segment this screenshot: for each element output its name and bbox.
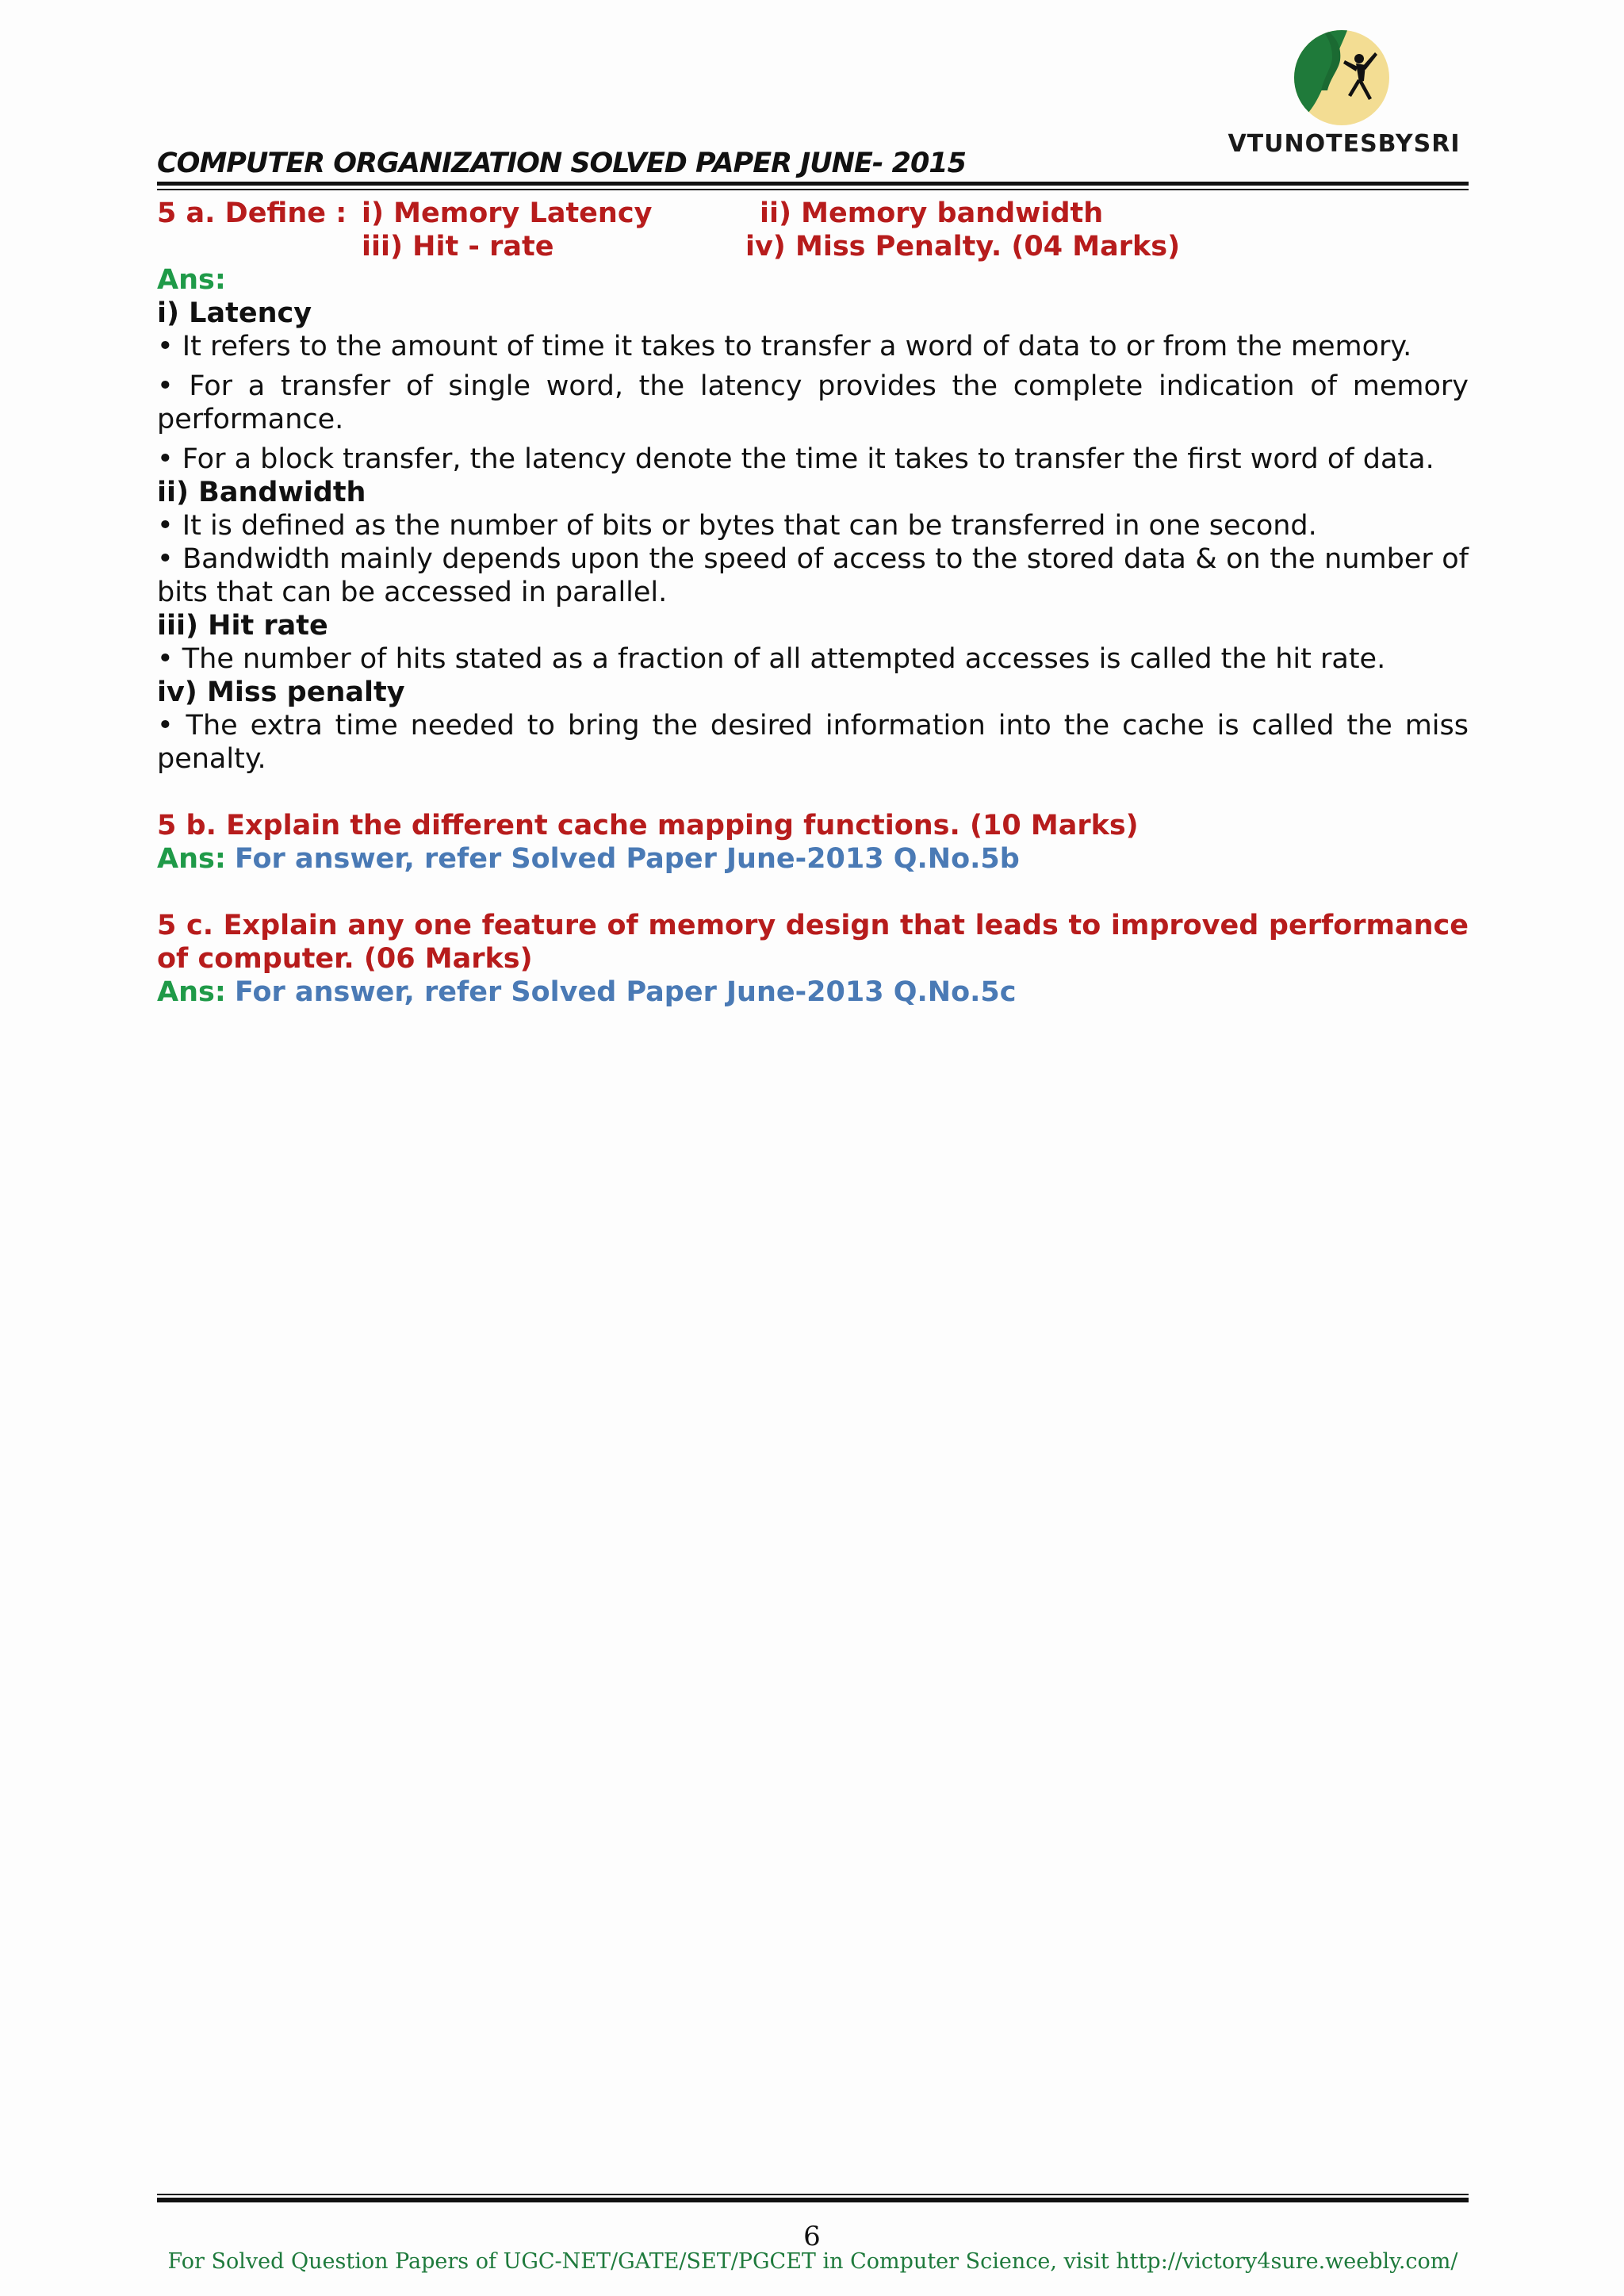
section-heading: i) Latency [157, 297, 312, 329]
bullet-point: • For a block transfer, the latency denote the time it takes to transfer the first word of data. [157, 443, 1434, 475]
section-heading: iv) Miss penalty [157, 677, 405, 708]
answer-5b [157, 842, 1469, 876]
logo-text: VTUNOTESBYSRI [1228, 130, 1461, 158]
question-5a-item-4: iv) Miss Penalty. (04 Marks) [745, 231, 1181, 263]
document-header-title: COMPUTER ORGANIZATION SOLVED PAPER JUNE- 2015 [157, 148, 967, 179]
logo [1221, 29, 1475, 163]
question-5a-item-2: ii) Memory bandwidth [760, 197, 1104, 229]
section-heading: iii) Hit rate [157, 610, 328, 642]
bullet-point: • The number of hits stated as a fraction of all attempted accesses is called the hit rate. [157, 643, 1386, 675]
question-5a-item-3: iii) Hit - rate [362, 231, 554, 263]
question-5a-prefix: 5 a. Define : [157, 197, 347, 229]
bullet-point: • It refers to the amount of time it takes to transfer a word of data to or from the memory. [157, 331, 1412, 362]
bullet-point: • For a transfer of single word, the latency provides the complete indication of memory performance. [157, 370, 1469, 435]
bullet-point: • Bandwidth mainly depends upon the speed of access to the stored data & on the number of bits that can be accessed in parallel. [157, 543, 1469, 608]
question-5b: 5 b. Explain the different cache mapping functions. (10 Marks) [157, 810, 1139, 841]
question-5a [157, 197, 1469, 230]
question-5a-line2 [157, 230, 1469, 263]
header-rule-thin [157, 189, 1469, 190]
page-number: 6 [803, 2221, 821, 2252]
answer-5c [157, 976, 1469, 1009]
bullet-point: • The extra time needed to bring the desired information into the cache is called the miss penalty. [157, 710, 1469, 775]
answer-reference: For answer, refer Solved Paper June-2013 Q.No.5c [234, 976, 1017, 1008]
question-5c: 5 c. Explain any one feature of memory design that leads to improved performance of computer. (06 Marks) [157, 910, 1469, 975]
footer-rule-thick [157, 2198, 1469, 2202]
bullet-point: • It is defined as the number of bits or bytes that can be transferred in one second. [157, 510, 1317, 542]
answer-reference: For answer, refer Solved Paper June-2013 Q.No.5b [234, 843, 1020, 875]
section-heading: ii) Bandwidth [157, 477, 366, 508]
question-5a-item-1: i) Memory Latency [362, 197, 653, 229]
answer-label: Ans: [157, 264, 226, 296]
document-body [157, 197, 1469, 1009]
footer-text: For Solved Question Papers of UGC-NET/GATE/SET/PGCET in Computer Science, visit http://victory4sure.weebly.com/ [167, 2249, 1458, 2274]
answer-label: Ans: [157, 976, 226, 1008]
footer-rule-thin [157, 2194, 1469, 2195]
answer-label: Ans: [157, 843, 226, 875]
climber-logo-icon [1293, 29, 1391, 127]
header-rule-thick [157, 182, 1469, 186]
